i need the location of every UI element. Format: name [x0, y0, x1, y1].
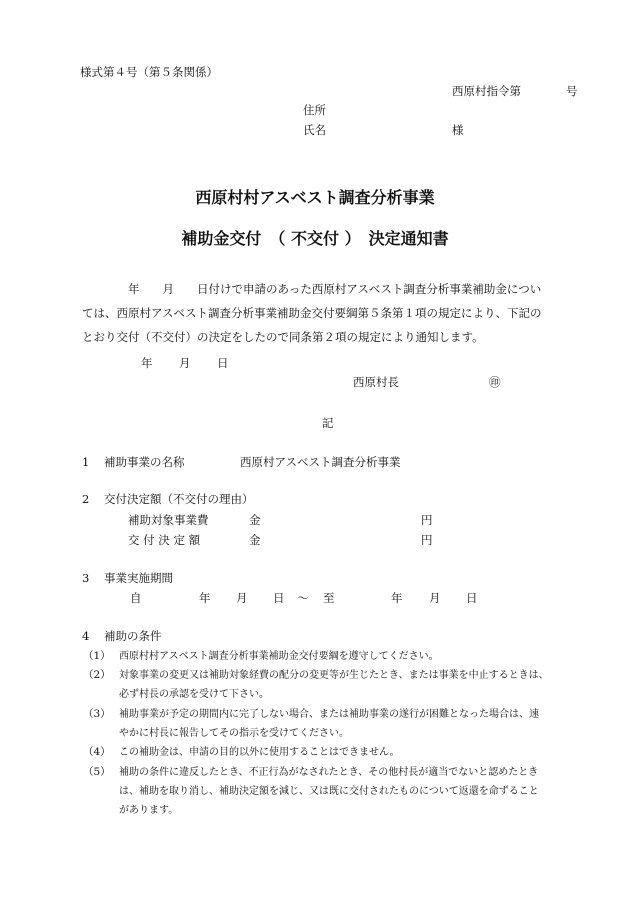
period-from-day: 日 — [273, 591, 285, 605]
section-3-number: 3 — [82, 571, 90, 585]
condition-1-text: 西原村村アスベスト調査分析事業補助金交付要綱を遵守してください。 — [119, 651, 439, 662]
period-to-month: 月 — [429, 591, 441, 605]
document-number-suffix: 号 — [566, 84, 578, 98]
decision-amount-kin: 金 — [249, 533, 261, 547]
period-from: 自 — [130, 591, 142, 605]
form-number: 様式第４号（第５条関係） — [80, 65, 218, 79]
title-line-1: 西原村村アスベスト調査分析事業 — [195, 188, 435, 207]
period-to-day: 日 — [466, 591, 478, 605]
section-1-number: 1 — [82, 455, 90, 469]
decision-amount-label: 交 付 決 定 額 — [128, 533, 201, 547]
section-1-value: 西原村アスベスト調査分析事業 — [240, 455, 401, 469]
name-label: 氏名 — [303, 123, 326, 137]
section-3-label: 事業実施期間 — [104, 571, 173, 585]
condition-1-number: （1） — [83, 650, 111, 662]
intro-line-2: ては、西原村アスベスト調査分析事業補助金交付要綱第５条第１項の規定により、下記の — [82, 306, 542, 320]
condition-2-text-line-2: 必ず村長の承認を受けて下さい。 — [119, 689, 269, 700]
period-to-year: 年 — [391, 591, 403, 605]
period-from-year: 年 — [199, 591, 211, 605]
issue-year: 年 — [141, 356, 153, 370]
section-2-number: 2 — [82, 492, 90, 506]
intro-line-1: 年 月 日付けで申請のあった西原村アスベスト調査分析事業補助金につい — [128, 282, 542, 296]
condition-2-number: （2） — [83, 669, 111, 681]
period-from-month: 月 — [236, 591, 248, 605]
ki-heading: 記 — [322, 416, 334, 430]
condition-5-text-line-1: 補助の条件に違反したとき、不正行為がなされたとき、その他村長が適当でないと認めたとき — [119, 767, 539, 778]
condition-4-number: （4） — [83, 746, 111, 758]
intro-line-3: とおり交付（不交付）の決定をしたので同条第２項の規定により通知します。 — [82, 330, 484, 344]
condition-4-text: この補助金は、申請の目的以外に使用することはできません。 — [119, 747, 400, 758]
condition-5-text-line-3: があります。 — [119, 805, 179, 816]
section-4-number: 4 — [82, 629, 90, 643]
issue-day: 日 — [217, 356, 229, 370]
honorific: 様 — [452, 123, 464, 137]
condition-5-number: （5） — [83, 766, 111, 778]
condition-3-text-line-1: 補助事業が予定の期間内に完了しない場合、または補助事業の遂行が困難となった場合は、速 — [119, 709, 539, 720]
issuer-title: 西原村長 — [353, 375, 399, 389]
intro-paragraph — [82, 277, 580, 349]
period-tilde: ～ — [297, 591, 309, 605]
seal-mark: ㊞ — [489, 375, 501, 389]
subsidy-cost-label: 補助対象事業費 — [128, 513, 209, 527]
address-label: 住所 — [303, 103, 326, 117]
condition-2-text-line-1: 対象事業の変更又は補助対象経費の配分の変更等が生じたとき、または事業を中止するときは、 — [119, 670, 549, 681]
section-2-label: 交付決定額（不交付の理由） — [104, 492, 254, 506]
condition-3-number: （3） — [83, 708, 111, 720]
decision-amount-yen: 円 — [421, 533, 433, 547]
condition-3-text-line-2: やかに村長に報告してその指示を受けてください。 — [119, 728, 349, 739]
issue-month: 月 — [179, 356, 191, 370]
document-number-prefix: 西原村指令第 — [452, 84, 521, 98]
condition-5-text-line-2: は、補助を取り消し、補助決定額を減じ、又は既に交付されたものについて返還を命ずること — [119, 786, 539, 797]
section-4-label: 補助の条件 — [104, 629, 162, 643]
period-to: 至 — [323, 591, 335, 605]
subsidy-cost-yen: 円 — [421, 513, 433, 527]
subsidy-cost-kin: 金 — [249, 513, 261, 527]
section-1-label: 補助事業の名称 — [104, 455, 185, 469]
title-line-2: 補助金交付 （ 不交付 ） 決定通知書 — [181, 229, 449, 248]
